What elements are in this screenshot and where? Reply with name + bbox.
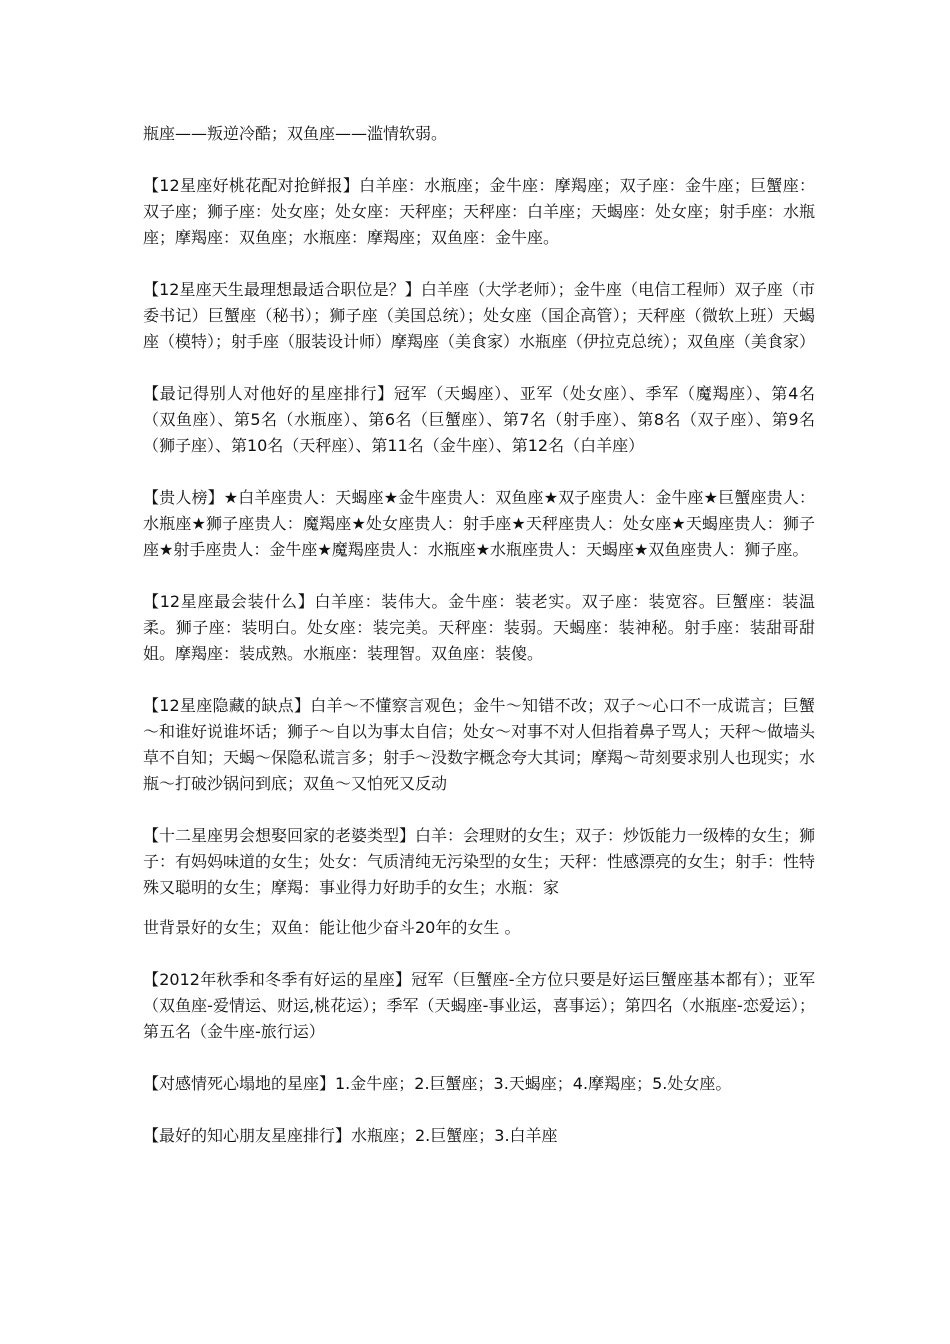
paragraph-gratitude-ranking: 【最记得别人对他好的星座排行】冠军（天蝎座）、亚军（处女座）、季军（魔羯座）、第4名（双鱼座）、第5名（水瓶座）、第6名（巨蟹座）、第7名（射手座）、第8名（双子座）、第9名（狮子座）、第10名（天秤座）、第11名（金牛座）、第12名（白羊座） (143, 384, 815, 455)
paragraph-best-friend-ranking: 【最好的知心朋友星座排行】水瓶座；2.巨蟹座；3.白羊座 (143, 1126, 558, 1145)
paragraph-2012-lucky-signs: 【2012年秋季和冬季有好运的星座】冠军（巨蟹座-全方位只要是好运巨蟹座基本都有）；亚军（双鱼座-爱情运、财运,桃花运）；季军（天蝎座-事业运，喜事运）；第四名（水瓶座-恋爱运）；第五名（金牛座-旅行运） (143, 970, 815, 1041)
paragraph-ideal-jobs: 【12星座天生最理想最适合职位是？】白羊座（大学老师）；金牛座（电信工程师）双子座（市委书记）巨蟹座（秘书）；狮子座（美国总统）；处女座（国企高管）；天秤座（微软上班）天蝎座（模特）；射手座（服装设计师）摩羯座（美食家）水瓶座（伊拉克总统）；双鱼座（美食家） (143, 280, 816, 351)
paragraph-peach-blossom-pairs: 【12星座好桃花配对抢鲜报】白羊座：水瓶座；金牛座：摩羯座；双子座：金牛座；巨蟹座：双子座；狮子座：处女座；处女座：天秤座；天秤座：白羊座；天蝎座：处女座；射手座：水瓶座；摩羯座：双鱼座；水瓶座：摩羯座；双鱼座：金牛座。 (143, 176, 816, 247)
paragraph-wife-types-continued: 世背景好的女生；双鱼：能让他少奋斗20年的女生 。 (143, 918, 521, 937)
document-body (143, 121, 815, 1175)
paragraph-intro-fragment: 瓶座——叛逆冷酷；双鱼座——滥情软弱。 (143, 124, 448, 143)
paragraph-devoted-signs: 【对感情死心塌地的星座】1.金牛座；2.巨蟹座；3.天蝎座；4.摩羯座；5.处女座。 (143, 1074, 732, 1093)
paragraph-pretend-traits: 【12星座最会装什么】白羊座：装伟大。金牛座：装老实。双子座：装宽容。巨蟹座：装温柔。狮子座：装明白。处女座：装完美。天秤座：装弱。天蝎座：装神秘。射手座：装甜哥甜姐。摩羯座：装成熟。水瓶座：装理智。双鱼座：装傻。 (143, 592, 815, 663)
paragraph-hidden-flaws: 【12星座隐藏的缺点】白羊～不懂察言观色；金牛～知错不改；双子～心口不一成谎言；巨蟹～和谁好说谁坏话；狮子～自以为事太自信；处女～对事不对人但指着鼻子骂人；天秤～做墙头草不自知；天蝎～保隐私谎言多；射手～没数字概念夸大其词；摩羯～苛刻要求别人也现实；水瓶～打破沙锅问到底；双鱼～又怕死又反动 (143, 696, 816, 793)
paragraph-benefactor-list: 【贵人榜】★白羊座贵人：天蝎座★金牛座贵人：双鱼座★双子座贵人：金牛座★巨蟹座贵人：水瓶座★狮子座贵人：魔羯座★处女座贵人：射手座★天秤座贵人：处女座★天蝎座贵人：狮子座★射手座贵人：金牛座★魔羯座贵人：水瓶座★水瓶座贵人：天蝎座★双鱼座贵人：狮子座。 (143, 488, 815, 559)
paragraph-wife-types: 【十二星座男会想娶回家的老婆类型】白羊：会理财的女生；双子：炒饭能力一级棒的女生；狮子：有妈妈味道的女生；处女：气质清纯无污染型的女生；天秤：性感漂亮的女生；射手：性特殊又聪明的女生；摩羯：事业得力好助手的女生；水瓶：家 (143, 826, 816, 897)
